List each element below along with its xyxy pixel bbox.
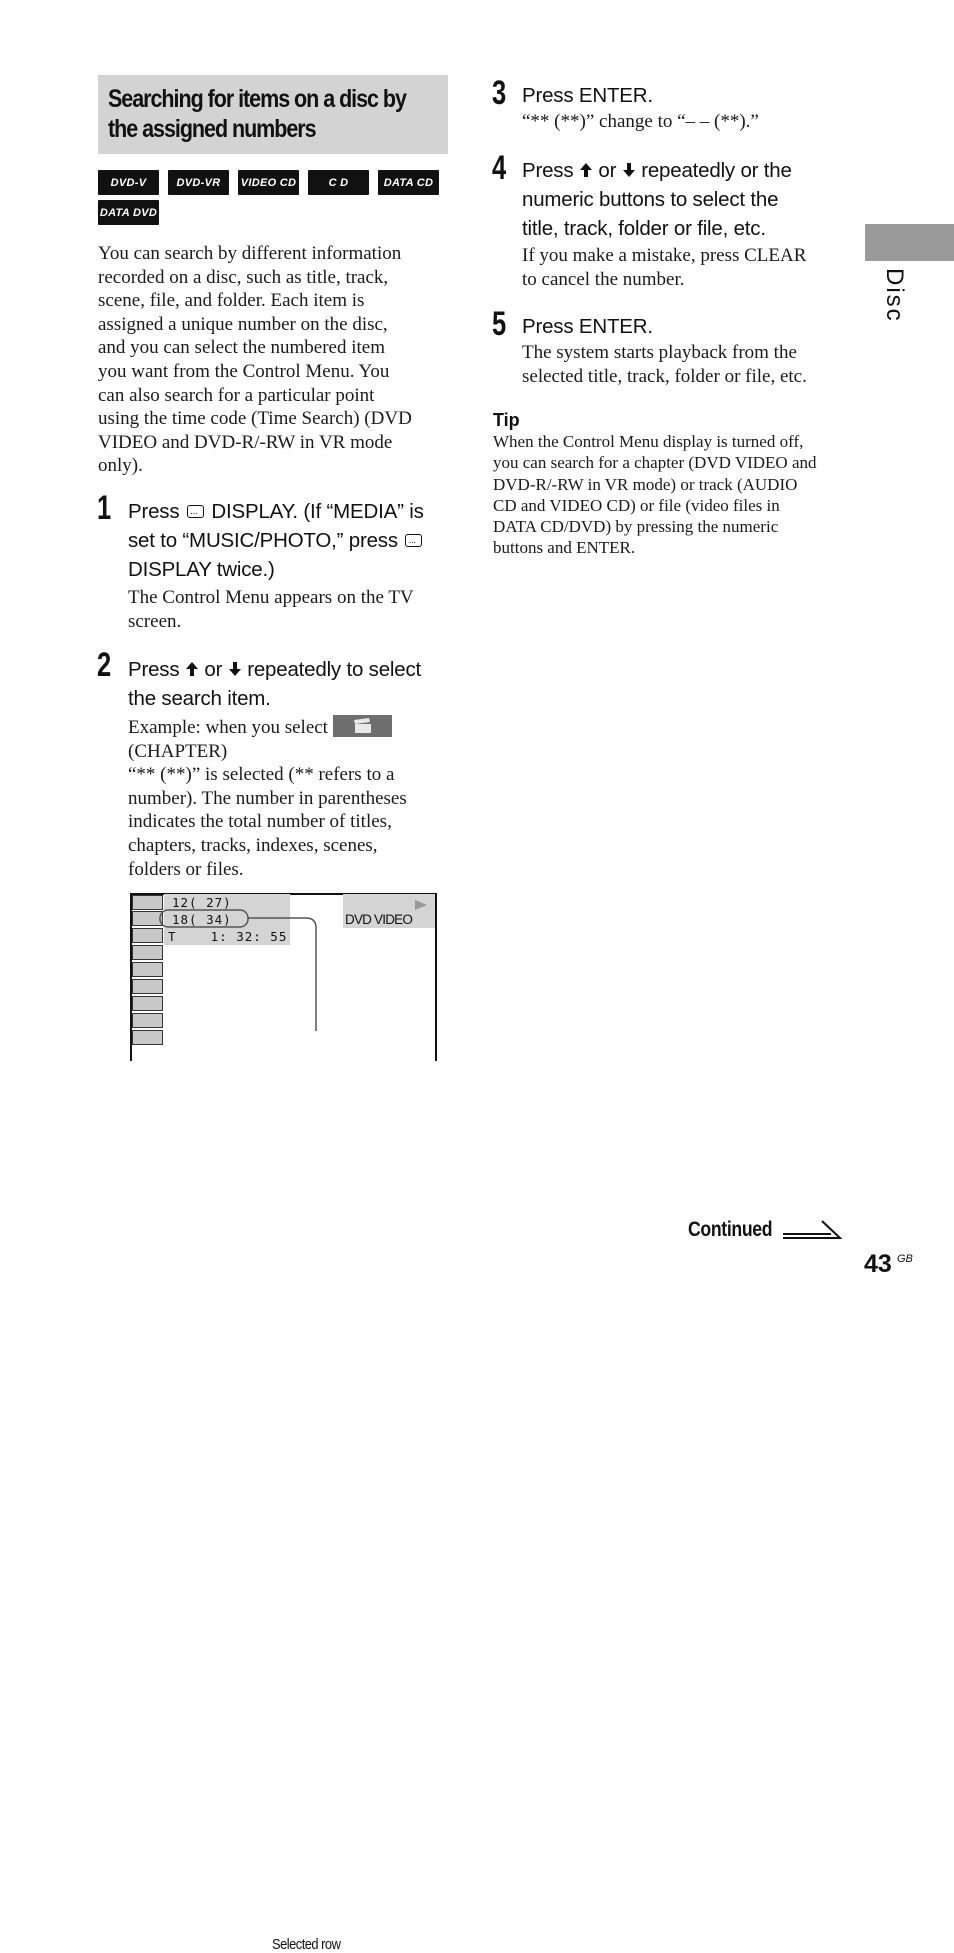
down-arrow-icon bbox=[228, 661, 242, 677]
step-3 bbox=[522, 81, 852, 134]
title-line-1: Searching for items on a disc by bbox=[108, 85, 406, 113]
menu-time-row: T 1: 32: 55 bbox=[164, 928, 290, 945]
page-suffix: GB bbox=[897, 1253, 913, 1265]
disc-type-label: DVD VIDEO bbox=[345, 912, 413, 927]
step-2-body: chapters, tracks, indexes, scenes, bbox=[128, 834, 378, 856]
down-arrow-icon bbox=[622, 162, 636, 178]
up-arrow-icon bbox=[579, 162, 593, 178]
step-3-number: 3 bbox=[492, 74, 507, 112]
step-1-press: Press bbox=[128, 500, 180, 523]
step-4-heading-line: title, track, folder or file, etc. bbox=[522, 217, 766, 240]
menu-chapter-row: 18( 34) bbox=[164, 911, 290, 928]
play-icon bbox=[414, 899, 428, 911]
step-5-body: The system starts playback from the bbox=[522, 342, 797, 363]
step-2-heading-line bbox=[128, 655, 458, 684]
step-3-heading: Press ENTER. bbox=[522, 84, 653, 107]
step-1-heading-line bbox=[128, 497, 458, 526]
step-2-example-line bbox=[128, 715, 458, 740]
step-1 bbox=[128, 497, 458, 633]
step-1-media: set to “MUSIC/PHOTO,” press bbox=[128, 529, 398, 552]
intro-line: assigned a unique number on the disc, bbox=[98, 313, 388, 335]
badge-data-cd: DATA CD bbox=[378, 170, 439, 195]
badge-dvd-v: DVD-V bbox=[98, 170, 159, 195]
continued-label: Continued bbox=[688, 1218, 773, 1241]
step-1-display: DISPLAY. (If “MEDIA” is bbox=[211, 500, 424, 523]
section-title bbox=[108, 84, 443, 144]
intro-line: only). bbox=[98, 455, 143, 477]
section-side-tab bbox=[865, 224, 954, 261]
step-2-body: number). The number in parentheses bbox=[128, 787, 407, 809]
tip-line: When the Control Menu display is turned off, bbox=[493, 432, 804, 451]
up-arrow-icon bbox=[185, 661, 199, 677]
chapter-icon bbox=[333, 715, 392, 737]
step-1-body: screen. bbox=[128, 610, 182, 632]
control-menu-diagram bbox=[130, 893, 436, 1953]
selected-row-label: Selected row bbox=[272, 1936, 341, 1953]
section-side-label: Disc bbox=[881, 268, 908, 323]
tip-block bbox=[493, 410, 853, 559]
continued-arrow-icon bbox=[782, 1219, 842, 1241]
clapperboard-icon bbox=[333, 715, 392, 737]
step-2-example: Example: when you select bbox=[128, 717, 328, 738]
intro-line: can also search for a particular point bbox=[98, 384, 375, 406]
step-5 bbox=[522, 312, 852, 388]
step-3-body: “** (**)” change to “– – (**).” bbox=[522, 111, 759, 132]
tip-title: Tip bbox=[493, 410, 520, 430]
step-2-number: 2 bbox=[97, 646, 112, 684]
step-1-heading-line: DISPLAY twice.) bbox=[128, 558, 275, 581]
step-4-number: 4 bbox=[492, 149, 507, 187]
step-4-or: or bbox=[598, 159, 617, 182]
step-4-body: If you make a mistake, press CLEAR bbox=[522, 245, 807, 266]
intro-line: You can search by different information bbox=[98, 243, 402, 264]
menu-title-row: 12( 27) bbox=[164, 894, 290, 911]
tip-line: CD and VIDEO CD) or file (video files in bbox=[493, 495, 780, 515]
intro-paragraph bbox=[98, 242, 458, 478]
display-button-icon bbox=[405, 534, 422, 547]
disc-type-box bbox=[343, 894, 435, 928]
step-2-press: Press bbox=[128, 658, 180, 681]
intro-line: using the time code (Time Search) (DVD bbox=[98, 408, 412, 430]
step-2-body: indicates the total number of titles, bbox=[128, 811, 392, 833]
badge-cd: C D bbox=[308, 170, 369, 195]
step-5-heading: Press ENTER. bbox=[522, 315, 653, 338]
tip-line: DVD-R/-RW in VR mode) or track (AUDIO bbox=[493, 474, 798, 494]
tip-line: you can search for a chapter (DVD VIDEO and bbox=[493, 453, 817, 473]
step-4 bbox=[522, 156, 852, 291]
tip-line: buttons and ENTER. bbox=[493, 538, 636, 558]
step-2-body: folders or files. bbox=[128, 858, 244, 880]
page-number: 43 bbox=[864, 1250, 892, 1278]
intro-line: scene, file, and folder. Each item is bbox=[98, 290, 365, 312]
step-2-chapter: (CHAPTER) bbox=[128, 740, 228, 762]
intro-line: VIDEO and DVD-R/-RW in VR mode bbox=[98, 431, 393, 453]
step-4-repeatedly: repeatedly or the bbox=[641, 159, 792, 182]
tip-line: DATA CD/DVD) by pressing the numeric bbox=[493, 517, 779, 537]
title-line-2: the assigned numbers bbox=[108, 115, 316, 143]
step-4-heading-line bbox=[522, 156, 852, 185]
step-4-heading-line: numeric buttons to select the bbox=[522, 188, 779, 211]
step-4-press: Press bbox=[522, 159, 574, 182]
step-1-body: The Control Menu appears on the TV bbox=[128, 587, 414, 608]
step-2-heading-line: the search item. bbox=[128, 687, 271, 710]
badge-video-cd: VIDEO CD bbox=[238, 170, 299, 195]
intro-line: recorded on a disc, such as title, track, bbox=[98, 266, 389, 288]
step-4-body: to cancel the number. bbox=[522, 268, 685, 290]
intro-line: you want from the Control Menu. You bbox=[98, 360, 390, 382]
step-2-repeatedly: repeatedly to select bbox=[247, 658, 422, 681]
step-2 bbox=[128, 655, 458, 881]
step-2-or: or bbox=[204, 658, 223, 681]
badge-data-dvd: DATA DVD bbox=[98, 200, 159, 225]
step-5-number: 5 bbox=[492, 305, 507, 343]
intro-line: and you can select the numbered item bbox=[98, 337, 386, 359]
badge-dvd-vr: DVD-VR bbox=[168, 170, 229, 195]
step-2-body: “** (**)” is selected (** refers to a bbox=[128, 764, 395, 786]
step-1-number: 1 bbox=[97, 489, 112, 527]
section-header bbox=[98, 75, 448, 154]
step-1-heading-line bbox=[128, 526, 458, 555]
step-5-body: selected title, track, folder or file, etc. bbox=[522, 365, 807, 387]
display-button-icon bbox=[187, 505, 204, 518]
